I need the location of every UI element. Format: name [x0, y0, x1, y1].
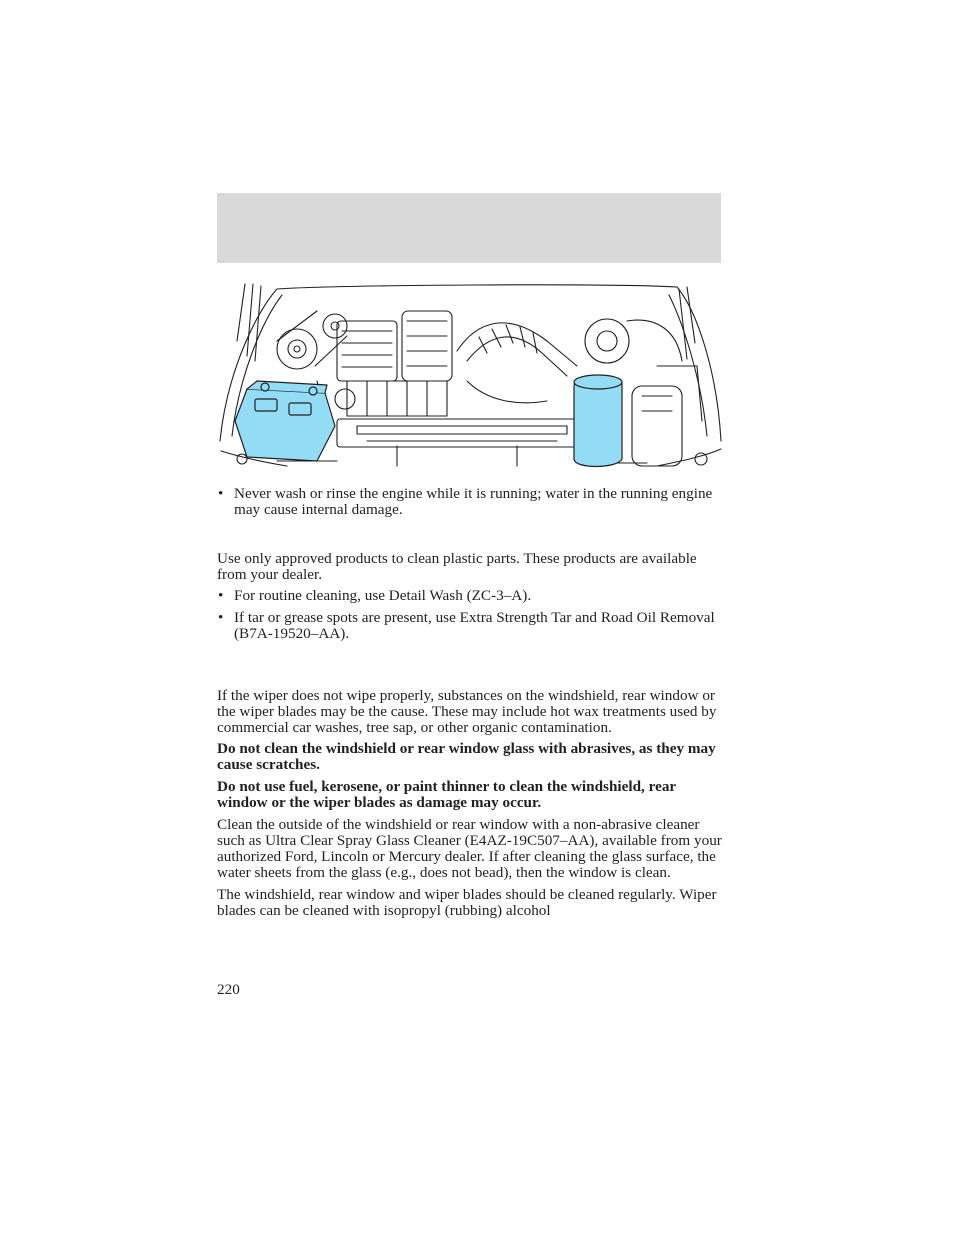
bullet-text: Never wash or rinse the engine while it is running; water in the running engine may cause internal damage.: [234, 485, 713, 518]
engine-compartment-illustration: [217, 281, 723, 476]
engine-compartment-drawing: [217, 281, 723, 476]
list-item: [217, 588, 723, 604]
wiper-paragraph-3: The windshield, rear window and wiper blades should be cleaned regularly. Wiper blades can be cleaned with isopropyl (rubbing) alcohol: [217, 886, 717, 919]
list-item: [217, 610, 723, 642]
bullet-glyph: •: [218, 587, 224, 604]
list-item: [217, 486, 723, 518]
section-header-bar: [217, 193, 721, 263]
engine-wash-bullets: [217, 486, 723, 518]
bullet-text: If tar or grease spots are present, use Extra Strength Tar and Road Oil Removal (B7A-19520–AA).: [234, 609, 715, 642]
bullet-text: For routine cleaning, use Detail Wash (ZC-3–A).: [234, 587, 532, 604]
wiper-paragraph-2: Clean the outside of the windshield or rear window with a non-abrasive cleaner such as Ultra Clear Spray Glass Cleaner (E4AZ-19C507–AA), available from your authorized Ford, Lincoln or Mercury dealer. If after cleaning the glass surface, the water sheets from the glass (e.g., does not bead), then the window is clean.: [217, 816, 722, 881]
plastic-parts-section: [217, 551, 723, 642]
bullet-glyph: •: [218, 485, 224, 502]
wiper-paragraph-1: If the wiper does not wipe properly, substances on the windshield, rear window or the wiper blades may be the cause. These may include hot wax treatments used by commercial car washes, tree sap, or other organic contamination.: [217, 687, 717, 736]
bullet-glyph: •: [218, 609, 224, 626]
plastic-intro: Use only approved products to clean plastic parts. These products are available from your dealer.: [217, 550, 697, 583]
wiper-warning-2: Do not use fuel, kerosene, or paint thinner to clean the windshield, rear window or the wiper blades as damage may occur.: [217, 778, 676, 811]
wiper-warning-1: Do not clean the windshield or rear window glass with abrasives, as they may cause scratches.: [217, 740, 716, 773]
wiper-section: [217, 688, 723, 919]
page-number: 220: [217, 981, 240, 998]
